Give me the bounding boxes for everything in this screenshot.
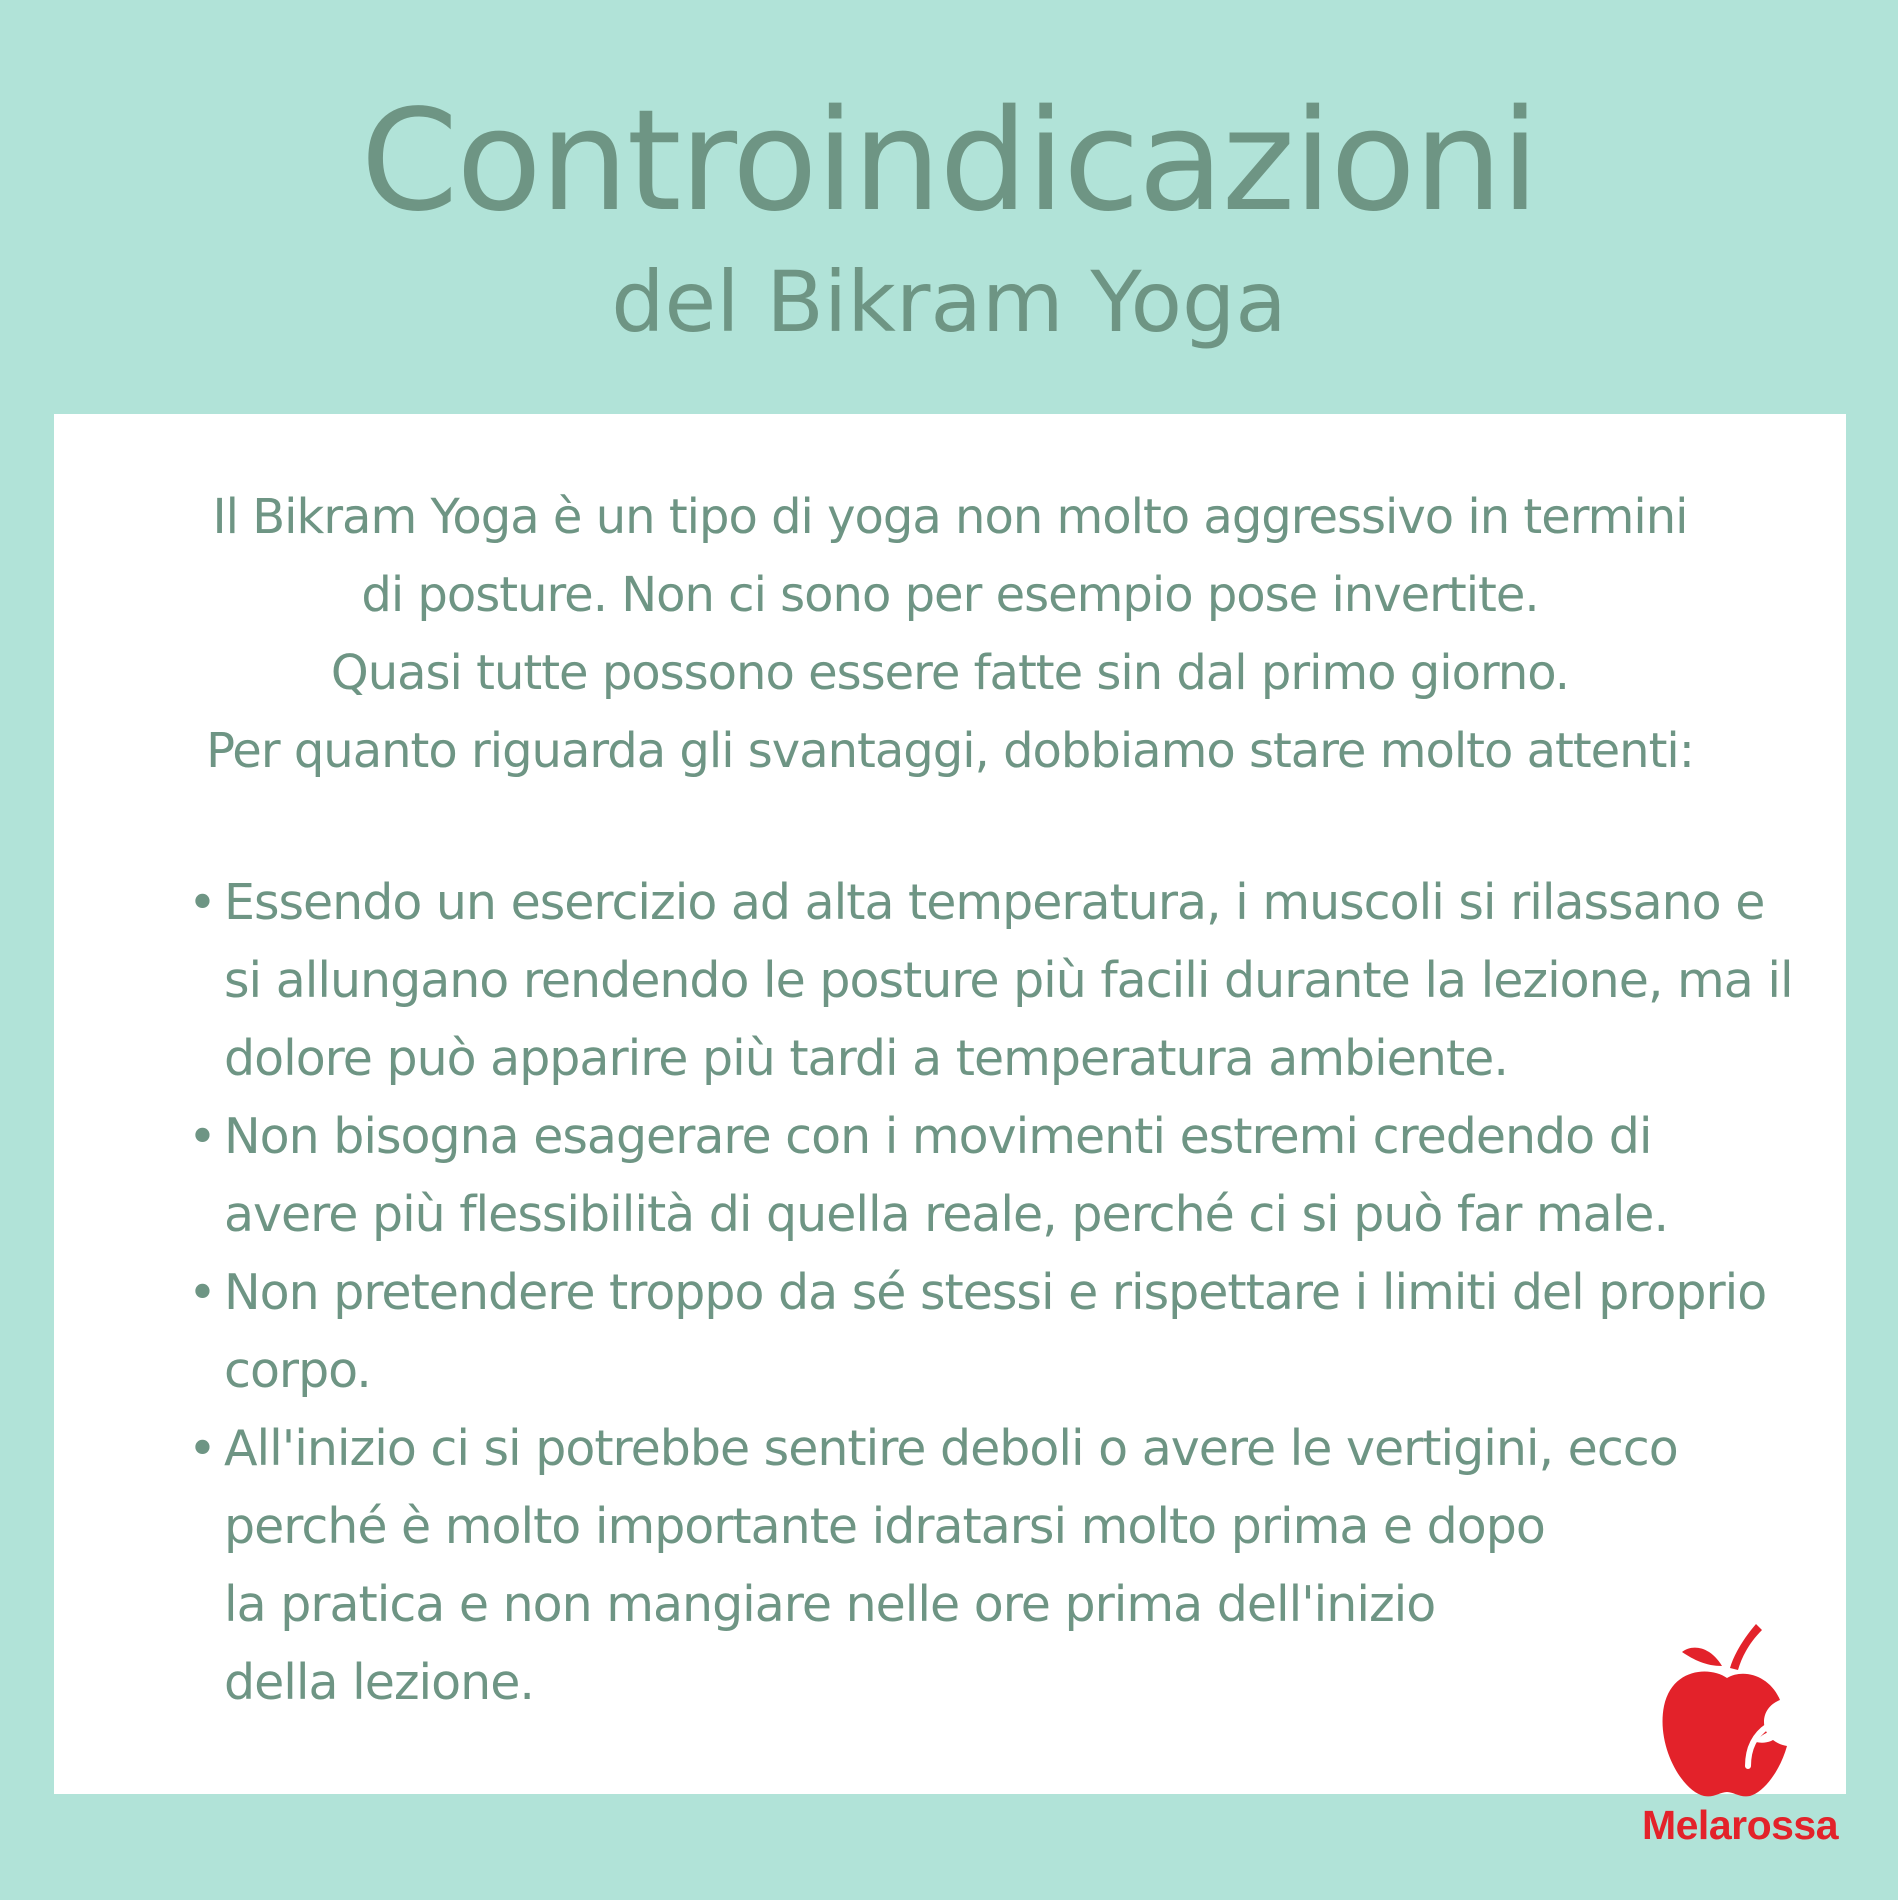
page-title: Controindicazioni (360, 80, 1538, 243)
bullet-icon: • (188, 1264, 216, 1321)
list-item-line: perché è molto importante idratarsi molto prima e dopo (224, 1498, 1545, 1555)
list-item-line: All'inizio ci si potrebbe sentire deboli o avere le vertigini, ecco (224, 1420, 1678, 1477)
list-item (134, 1410, 1834, 1722)
list-item-line: Essendo un esercizio ad alta temperatura, i muscoli si rilassano e (224, 874, 1765, 931)
bullet-icon: • (188, 1108, 216, 1165)
list-item-line: della lezione. (224, 1654, 534, 1711)
list-item-line: la pratica e non mangiare nelle ore prima dell'inizio (224, 1576, 1436, 1633)
list-item-line: corpo. (224, 1342, 371, 1399)
intro-paragraph (150, 478, 1750, 790)
list-item (134, 864, 1834, 1098)
page-subtitle: del Bikram Yoga (611, 253, 1287, 351)
list-item (134, 1098, 1834, 1254)
list-item-line: si allungano rendendo le posture più facili durante la lezione, ma il (224, 952, 1793, 1009)
intro-line: di posture. Non ci sono per esempio pose invertite. (361, 567, 1539, 623)
apple-icon (1652, 1616, 1802, 1801)
list-item-line: Non pretendere troppo da sé stessi e rispettare i limiti del proprio (224, 1264, 1767, 1321)
brand-logo (1630, 1608, 1850, 1888)
list-item (134, 1254, 1834, 1410)
list-item-line: dolore può apparire più tardi a temperatura ambiente. (224, 1030, 1508, 1087)
content-card (54, 414, 1846, 1794)
bullet-icon: • (188, 1420, 216, 1477)
intro-line: Il Bikram Yoga è un tipo di yoga non molto aggressivo in termini (212, 489, 1688, 545)
bullet-icon: • (188, 874, 216, 931)
intro-line: Quasi tutte possono essere fatte sin dal primo giorno. (330, 645, 1570, 701)
bullet-list (134, 864, 1834, 1722)
list-item-line: avere più flessibilità di quella reale, perché ci si può far male. (224, 1186, 1669, 1243)
list-item-line: Non bisogna esagerare con i movimenti estremi credendo di (224, 1108, 1652, 1165)
intro-line: Per quanto riguarda gli svantaggi, dobbiamo stare molto attenti: (206, 723, 1694, 779)
brand-name: Melarossa (1641, 1802, 1839, 1848)
